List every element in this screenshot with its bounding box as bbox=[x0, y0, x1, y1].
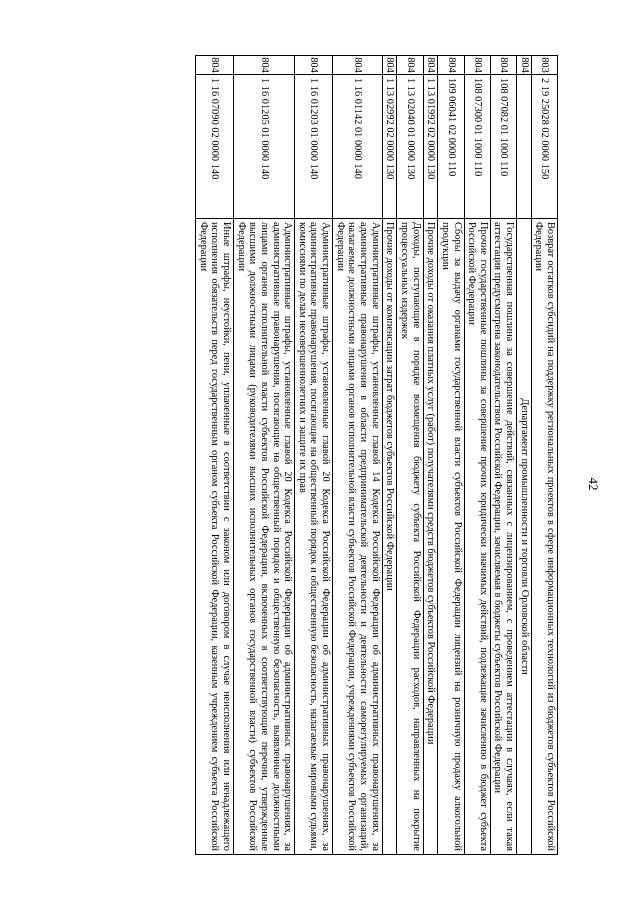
revenue-code-cell: 1 13 01992 02 0000 130 bbox=[423, 75, 438, 219]
table-row bbox=[382, 56, 397, 855]
revenue-code-cell: 108 07300 01 1000 110 bbox=[464, 75, 490, 219]
admin-code-cell: 804 bbox=[438, 56, 464, 75]
revenue-name-cell: Сборы за выдачу органами государственной власти субъектов Российской Федерации лицензий на розничную продажу алкогольной продукции bbox=[438, 219, 464, 855]
revenue-code-cell: 1 13 02040 01 0000 130 bbox=[397, 75, 423, 219]
revenue-name-cell: Прочие доходы от компенсации затрат бюджетов субъектов Российской Федерации bbox=[382, 219, 397, 855]
admin-code-cell: 804 bbox=[490, 56, 516, 75]
revenue-codes-table bbox=[195, 55, 558, 855]
admin-code-cell: 804 bbox=[397, 56, 423, 75]
revenue-code-cell: 1 16 01142 01 0000 140 bbox=[333, 75, 383, 219]
table-row bbox=[333, 56, 383, 855]
admin-code-cell: 804 bbox=[333, 56, 383, 75]
revenue-name-cell: Административные штрафы, установленные главой 20 Кодекса Российской Федерации об административных правонарушениях, за административные правонарушения, посягающие на общественный порядок и общественную безопасность, налагаемые мировыми судьями, комиссиями по делам несовершеннолетних и защите их прав bbox=[295, 219, 333, 855]
revenue-name-cell: Прочие государственные пошлины за совершение прочих юридически значимых действий, подлежащие зачислению в бюджет субъекта Российской Федерации bbox=[464, 219, 490, 855]
admin-code-cell: 804 bbox=[382, 56, 397, 75]
table-row bbox=[531, 56, 557, 855]
revenue-name-cell: Возврат остатков субсидий на поддержку региональных проектов в сфере информационных технологий из бюджетов субъектов Российской Федерации bbox=[531, 219, 557, 855]
revenue-name-cell: Доходы, поступающие в порядке возмещения бюджету субъекта Российской Федерации расходов, направленных на покрытие процессуальных издержек bbox=[397, 219, 423, 855]
revenue-name-cell: Государственная пошлина за совершение действий, связанных с лицензированием, с проведением аттестации в случаях, если такая аттестация предусмотрена законодательством Российской Федерации, зачисляемая в бюджеты субъектов Российской Федерации bbox=[490, 219, 516, 855]
revenue-name-cell: Административные штрафы, установленные главой 14 Кодекса Российской Федерации об административных правонарушениях, за административные правонарушения в области предпринимательской деятельности и деятельности саморегулируемых организаций, налагаемые должностными лицами органов исполнительной власти субъектов Российской Федерации, учреждениями субъектов Российской Федерации bbox=[333, 219, 383, 855]
revenue-code-cell: 1 16 01203 01 0000 140 bbox=[295, 75, 333, 219]
revenue-name-cell: Иные штрафы, неустойки, пени, уплаченные в соответствии с законом или договором в случае неисполнения или ненадлежащего исполнения обязательств перед государственным органом субъекта Российской Федерации, казенным учреждением субъекта Российской Федерации bbox=[196, 219, 234, 855]
revenue-code-cell bbox=[517, 75, 532, 219]
revenue-name-cell: Прочие доходы от оказания платных услуг (работ) получателями средств бюджетов субъектов Российской Федерации bbox=[423, 219, 438, 855]
admin-code-cell: 804 bbox=[423, 56, 438, 75]
admin-code-cell: 804 bbox=[464, 56, 490, 75]
revenue-code-cell: 108 07082 01 1000 110 bbox=[490, 75, 516, 219]
table-row bbox=[196, 56, 234, 855]
revenue-code-cell: 1 16 07090 02 0000 140 bbox=[196, 75, 234, 219]
admin-code-cell: 804 bbox=[233, 56, 294, 75]
revenue-code-cell: 2 19 25028 02 0000 150 bbox=[531, 75, 557, 219]
table-row bbox=[464, 56, 490, 855]
admin-code-cell: 804 bbox=[295, 56, 333, 75]
table-row bbox=[423, 56, 438, 855]
table-row bbox=[397, 56, 423, 855]
revenue-code-cell: 1 13 02992 02 0000 130 bbox=[382, 75, 397, 219]
page-number: 42 bbox=[586, 477, 601, 491]
table-row bbox=[517, 56, 532, 855]
table-container bbox=[68, 55, 558, 855]
admin-code-cell: 804 bbox=[196, 56, 234, 75]
department-heading-cell: Департамент промышленности и торговли Орловской области bbox=[517, 219, 532, 855]
admin-code-cell: 803 bbox=[531, 56, 557, 75]
admin-code-cell: 804 bbox=[517, 56, 532, 75]
table-row bbox=[490, 56, 516, 855]
table-row bbox=[295, 56, 333, 855]
revenue-code-cell: 109 06041 02 0000 110 bbox=[438, 75, 464, 219]
table-row bbox=[438, 56, 464, 855]
revenue-name-cell: Административные штрафы, установленные главой 20 Кодекса Российской Федерации об административных правонарушениях, за административные правонарушения, посягающие на общественный порядок и общественную безопасность, выявленные должностными лицами органов исполнительной власти субъектов Российской Федерации, включенных в соответствующие перечни, утвержденные высшими должностными лицами (руководителями высших исполнительных органов государственной власти) субъектов Российской Федерации bbox=[233, 219, 294, 855]
revenue-code-cell: 1 16 01205 01 0000 140 bbox=[233, 75, 294, 219]
table-row bbox=[233, 56, 294, 855]
